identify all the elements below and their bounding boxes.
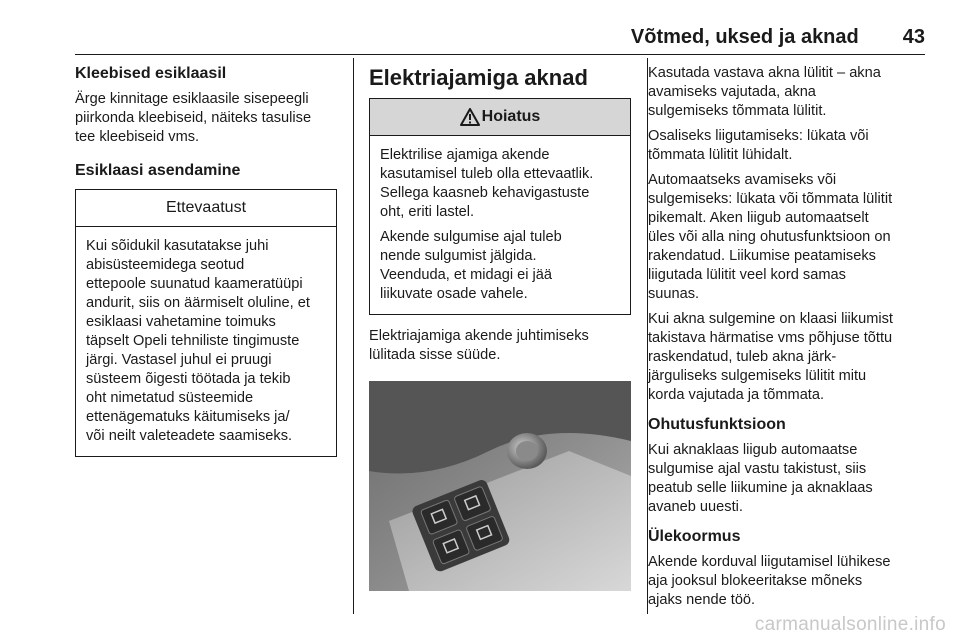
section-heading-safety: Ohutusfunktsioon bbox=[648, 416, 786, 433]
section-heading-overload: Ülekoormus bbox=[648, 528, 741, 545]
automatic-paragraph: Automaatseks avamiseks või sulgemiseks: lükata või tõmmata lülitit pikemalt. Aken liigub automaatselt üles või alla ning ohutusfunktsioon on rakendatud. Liikumise peatamiseks liigutada lülitit veel kord samas suunas. bbox=[648, 172, 893, 302]
section-heading-windscreen: Esiklaasi asendamine bbox=[75, 162, 241, 179]
safety-paragraph: Kui aknaklaas liigub automaatse sulgumise ajal vastu takistust, siis peatub selle liikumine ja aknaklaas avaneb uuesti. bbox=[648, 442, 873, 515]
frost-paragraph: Kui akna sulgemine on klaasi liikumist takistava härmatise vms põhjuse tõttu raskendatud, tuleb akna järk- järguliseks sulgemiseks lülitit mitu korda vajutada ja tõmmata. bbox=[648, 311, 893, 403]
partial-move-paragraph: Osaliseks liigutamiseks: lükata või tõmmata lülitit lühidalt. bbox=[648, 128, 869, 163]
warning-box bbox=[369, 98, 631, 315]
page-header bbox=[75, 26, 925, 54]
overload-paragraph: Akende korduval liigutamisel lühikese aja jooksul blokeeritakse mõneks ajaks nende töö. bbox=[648, 554, 891, 608]
warning-triangle-icon bbox=[460, 108, 480, 126]
warning-paragraph-1: Elektrilise ajamiga akende kasutamisel tuleb olla ettevaatlik. Sellega kaasneb kehavigastuste oht, eriti lastel. bbox=[380, 147, 594, 220]
caution-box bbox=[75, 189, 337, 457]
warning-paragraph-2: Akende sulgumise ajal tuleb nende sulgumist jälgida. Veenduda, et midagi ei jää liikuvate osade vahele. bbox=[380, 229, 562, 302]
caution-title: Ettevaatust bbox=[76, 190, 336, 227]
header-divider bbox=[75, 54, 925, 55]
warning-title: Hoiatus bbox=[481, 108, 541, 125]
watermark: carmanualsonline.info bbox=[754, 614, 946, 635]
section-title-power-windows: Elektriajamiga aknad bbox=[369, 65, 588, 90]
ignition-paragraph: Elektriajamiga akende juhtimiseks lülitada sisse süüde. bbox=[369, 328, 589, 363]
stickers-paragraph: Ärge kinnitage esiklaasile sisepeegli piirkonda kleebiseid, näiteks tasulise tee kleebiseid vms. bbox=[75, 91, 312, 145]
section-heading-stickers: Kleebised esiklaasil bbox=[75, 65, 227, 82]
caution-text: Kui sõidukil kasutatakse juhi abisüsteemidega seotud ettepoole suunatud kaameratüüpi andurit, siis on äärmiselt oluline, et esiklaasi vahetamine toimuks täpselt Opeli tehniliste tingimuste järgi. Vastasel juhul ei pruugi süsteem õigesti töötada ja tekib oht nimetatud süsteemide ettenägematuks käitumiseks ja/ või neilt valeteadete saamiseks. bbox=[86, 238, 310, 444]
page-number: 43 bbox=[902, 26, 925, 48]
window-switch-photo bbox=[369, 381, 631, 591]
chapter-title: Võtmed, uksed ja aknad bbox=[630, 26, 859, 48]
operation-paragraph: Kasutada vastava akna lülitit – akna avamiseks vajutada, akna sulgemiseks tõmmata lülitit. bbox=[648, 65, 881, 119]
column-divider-1 bbox=[353, 58, 354, 614]
column-3 bbox=[648, 64, 930, 610]
column-2 bbox=[369, 64, 631, 591]
column-1 bbox=[75, 64, 337, 457]
warning-header bbox=[370, 99, 630, 136]
